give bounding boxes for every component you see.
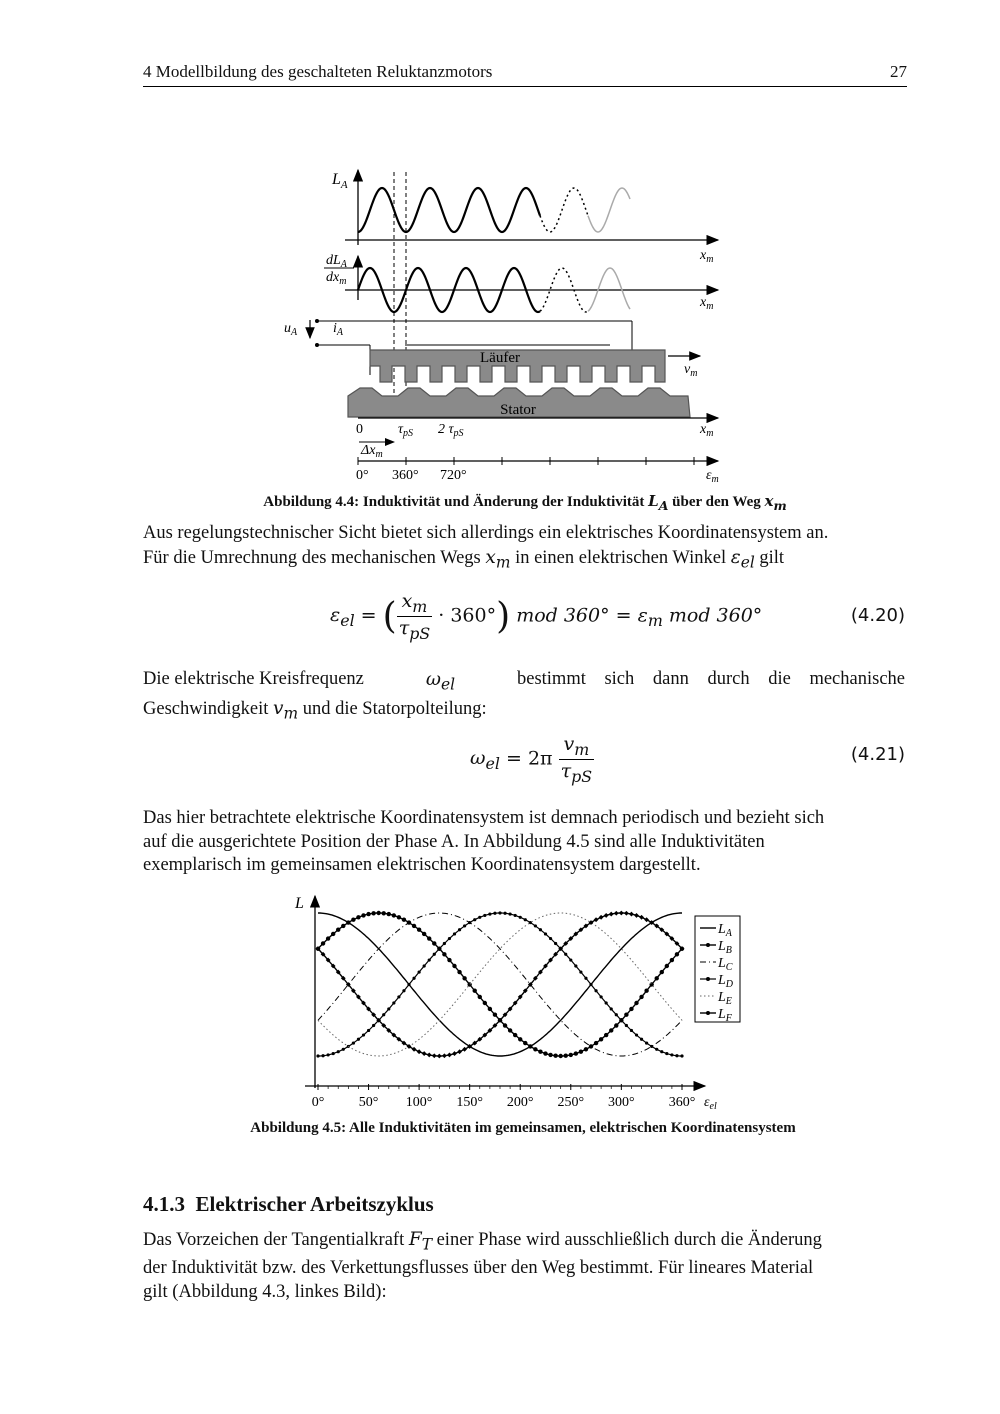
data-point-l-d	[468, 921, 471, 924]
svg-text:τpS: $\tau_{pS}$	[398, 422, 414, 439]
data-point-l-d	[645, 1041, 648, 1044]
data-point-l-b	[584, 1047, 588, 1051]
paragraph-4: Das Vorzeichen der Tangentialkraft $F_T$ einer Phase wird ausschließlich durch die Änderung der Induktivität bzw. des Verkettungsflusses über den Weg bestimmt. Für lineares Material gilt (Abbildung 4.3, linkes Bild):	[143, 1229, 822, 1302]
svg-text:uA: $u_A$	[284, 321, 298, 338]
data-point-l-d	[332, 1052, 335, 1055]
series-line-l-a	[318, 913, 682, 1056]
data-point-l-b	[634, 1001, 638, 1005]
x-tick-label: 250°	[557, 1095, 585, 1110]
data-point-l-d	[655, 1048, 658, 1051]
data-point-l-d	[640, 1038, 643, 1041]
data-point-l-f	[457, 1049, 462, 1054]
data-point-l-b	[356, 915, 360, 919]
data-point-l-d	[392, 1001, 395, 1004]
data-point-l-b	[382, 911, 386, 915]
data-point-l-d	[503, 912, 506, 915]
legend-label: $L_C$	[718, 956, 733, 973]
svg-text:720°: 720°	[440, 468, 467, 483]
data-point-l-b	[493, 1013, 497, 1017]
data-point-l-b	[538, 1049, 542, 1053]
data-point-l-d	[539, 928, 542, 931]
data-point-l-d	[625, 1024, 628, 1027]
data-point-l-d	[670, 1053, 673, 1056]
data-point-l-d	[448, 937, 451, 940]
data-point-l-b	[528, 1044, 532, 1048]
data-point-l-d	[327, 1053, 330, 1056]
data-point-l-b	[675, 952, 679, 956]
figure-4-4-caption: Abbildung 4.4: Induktivität und Änderung der Induktivität $L_A$ über den Weg $x_m$	[263, 492, 787, 513]
data-point-l-b	[427, 936, 431, 940]
data-point-l-b	[473, 989, 477, 993]
data-point-l-d	[564, 953, 567, 956]
x-tick-label: 50°	[358, 1095, 379, 1110]
data-point-l-b	[351, 917, 355, 921]
data-point-l-d	[579, 970, 582, 973]
series-line-l-f	[318, 913, 682, 1056]
data-point-l-d	[509, 912, 512, 915]
data-point-l-f	[432, 1053, 437, 1058]
data-point-l-d	[554, 942, 557, 945]
data-point-l-b	[387, 912, 391, 916]
equation-4-21: $\omega_{el} = 2\pi$ $\frac{v_m}{\tau_{pS}}$	[470, 733, 593, 786]
data-point-l-f	[619, 911, 624, 916]
chapter-title: 4 Modellbildung des geschalteten Reluktanzmotors	[143, 62, 493, 81]
svg-text:0: 0	[356, 422, 363, 437]
legend-label: $L_A$	[718, 922, 732, 939]
data-point-l-d	[463, 924, 466, 927]
data-point-l-b	[467, 982, 471, 986]
data-point-l-b	[326, 936, 330, 940]
series-line-l-b	[318, 913, 682, 1056]
data-point-l-b	[609, 1028, 613, 1032]
figure-4-4	[270, 160, 740, 490]
data-point-l-d	[549, 937, 552, 940]
data-point-l-d	[589, 983, 592, 986]
data-point-l-b	[361, 913, 365, 917]
data-point-l-b	[614, 1023, 618, 1027]
svg-text:Δxm: $\Delta x_m$	[361, 443, 383, 460]
data-point-l-d	[433, 953, 436, 956]
data-point-l-f	[634, 913, 639, 918]
data-point-l-d	[620, 1019, 623, 1022]
data-point-l-d	[584, 977, 587, 980]
data-point-l-d	[493, 912, 496, 915]
svg-text:vm: $v_m$	[684, 362, 698, 379]
data-point-l-b	[599, 1037, 603, 1041]
data-point-l-b	[452, 964, 456, 968]
data-point-l-d	[367, 1029, 370, 1032]
data-point-l-b	[402, 917, 406, 921]
data-point-l-f	[599, 915, 604, 920]
svg-text:dxm: $dx_m$	[326, 270, 347, 287]
data-point-l-b	[412, 924, 416, 928]
data-point-l-d	[478, 916, 481, 919]
data-point-l-d	[357, 1038, 360, 1041]
data-point-l-d	[473, 918, 476, 921]
svg-text:xm: $x_m$	[700, 295, 714, 312]
data-point-l-b	[371, 911, 375, 915]
equation-number-4-21: (4.21)	[850, 744, 905, 765]
svg-text:εm: $\varepsilon_m$	[706, 468, 719, 485]
data-point-l-b	[457, 970, 461, 974]
data-point-l-d	[544, 932, 547, 935]
data-point-l-b	[604, 1033, 608, 1037]
data-point-l-d	[428, 958, 431, 961]
data-point-l-d	[438, 947, 441, 950]
data-point-l-b	[508, 1028, 512, 1032]
data-point-l-d	[402, 989, 405, 992]
data-point-l-d	[650, 1045, 653, 1048]
data-point-l-b	[376, 911, 380, 915]
svg-text:xm: $x_m$	[700, 248, 714, 265]
la-wave	[358, 188, 540, 232]
data-point-l-f	[427, 1053, 432, 1058]
data-point-l-d	[498, 911, 501, 914]
paragraph-2: Die elektrische Kreisfrequenz $\omega_{el}$ bestimmt sich dann durch die mechanische Geschwindigkeit $v_m$ und die Statorpolteilung:	[143, 669, 905, 723]
data-point-l-b	[513, 1033, 517, 1037]
data-point-l-d	[362, 1033, 365, 1036]
data-point-l-d	[423, 964, 426, 967]
data-point-l-b	[336, 928, 340, 932]
legend-marker	[706, 943, 710, 947]
data-point-l-b	[346, 920, 350, 924]
data-point-l-b	[442, 952, 446, 956]
data-point-l-d	[352, 1041, 355, 1044]
data-point-l-b	[422, 932, 426, 936]
data-point-l-d	[453, 932, 456, 935]
data-point-l-f	[629, 912, 634, 917]
legend-marker	[706, 1011, 710, 1015]
legend-label: $L_F$	[718, 1007, 732, 1024]
data-point-l-b	[564, 1054, 568, 1058]
data-point-l-d	[418, 970, 421, 973]
data-point-l-b	[488, 1007, 492, 1011]
svg-text:dLA: $dL_A$	[326, 253, 347, 270]
data-point-l-b	[447, 958, 451, 962]
data-point-l-d	[514, 914, 517, 917]
data-point-l-b	[392, 913, 396, 917]
svg-text:iA: $i_A$	[333, 321, 343, 338]
data-point-l-d	[337, 1050, 340, 1053]
data-point-l-d	[675, 1054, 678, 1057]
data-point-l-f	[417, 1049, 422, 1054]
data-point-l-b	[579, 1049, 583, 1053]
data-point-l-f	[604, 913, 609, 918]
data-point-l-f	[437, 1054, 442, 1059]
data-point-l-d	[483, 914, 486, 917]
series-line-l-c	[318, 913, 682, 1056]
data-point-l-b	[518, 1037, 522, 1041]
svg-text:360°: 360°	[392, 468, 419, 483]
legend-label: $L_B$	[718, 939, 732, 956]
data-point-l-b	[543, 1051, 547, 1055]
data-point-l-d	[412, 977, 415, 980]
data-point-l-f	[452, 1051, 457, 1056]
paragraph-3: Das hier betrachtete elektrische Koordinatensystem ist demnach periodisch und bezieht sich auf die ausgerichtete Position der Phase A. In Abbildung 4.5 sind alle Induktivitäten exemplarisch im gemeinsamen elektrischen Koordinatensystem dargestellt.	[143, 808, 825, 875]
data-point-l-d	[660, 1050, 663, 1053]
data-point-l-d	[594, 989, 597, 992]
series-line-l-d	[318, 913, 682, 1056]
series-line-l-e	[318, 913, 682, 1056]
data-point-l-b	[533, 1047, 537, 1051]
data-point-l-f	[614, 911, 619, 916]
data-point-l-d	[630, 1029, 633, 1032]
data-point-l-d	[488, 912, 491, 915]
data-point-l-f	[447, 1053, 452, 1058]
data-point-l-d	[524, 918, 527, 921]
data-point-l-d	[615, 1013, 618, 1016]
data-point-l-d	[605, 1001, 608, 1004]
page-header	[143, 62, 907, 87]
data-point-l-b	[321, 941, 325, 945]
data-point-l-b	[548, 1053, 552, 1057]
legend-marker	[706, 977, 710, 981]
figure-4-5-caption: Abbildung 4.5: Alle Induktivitäten im gemeinsamen, elektrischen Koordinatensystem	[250, 1120, 796, 1136]
x-tick-label: 360°	[668, 1095, 696, 1110]
data-point-l-f	[624, 911, 629, 916]
data-point-l-d	[534, 924, 537, 927]
fig45-ylabel: L	[295, 895, 304, 912]
data-point-l-f	[639, 915, 644, 920]
data-point-l-d	[600, 995, 603, 998]
data-point-l-f	[422, 1051, 427, 1056]
data-point-l-d	[665, 1052, 668, 1055]
svg-text:xm: $x_m$	[700, 422, 714, 439]
data-point-l-b	[594, 1041, 598, 1045]
x-tick-label: 200°	[506, 1095, 534, 1110]
data-point-l-d	[519, 916, 522, 919]
data-point-l-d	[610, 1007, 613, 1010]
data-point-l-f	[609, 912, 614, 917]
data-point-l-f	[442, 1053, 447, 1058]
data-point-l-b	[523, 1041, 527, 1045]
data-point-l-b	[553, 1054, 557, 1058]
la-wave-grey	[588, 188, 630, 232]
data-point-l-d	[458, 928, 461, 931]
data-point-l-b	[417, 928, 421, 932]
data-point-l-b	[366, 912, 370, 916]
data-point-l-d	[387, 1007, 390, 1010]
stator-label: Stator	[500, 402, 536, 418]
data-point-l-d	[635, 1033, 638, 1036]
section-heading: 4.1.3 Elektrischer Arbeitszyklus	[143, 1192, 434, 1216]
data-point-l-b	[478, 995, 482, 999]
data-point-l-d	[372, 1024, 375, 1027]
data-point-l-d	[382, 1013, 385, 1016]
paragraph-1: Aus regelungstechnischer Sicht bietet sich allerdings ein elektrisches Koordinatensystem an. Für die Umrechnung des mechanischen Wegs $x_m$ in einen elektrischen Winkel $\varepsilon_{el}$ gilt	[143, 523, 829, 572]
x-tick-label: 300°	[608, 1095, 635, 1110]
data-point-l-d	[443, 942, 446, 945]
data-point-l-b	[660, 970, 664, 974]
data-point-l-b	[589, 1044, 593, 1048]
data-point-l-b	[397, 915, 401, 919]
data-point-l-b	[331, 932, 335, 936]
figure-4-5-chart	[290, 888, 750, 1118]
svg-text:2 τpS: 2 $\tau_{pS}$	[438, 422, 464, 439]
data-point-l-b	[629, 1007, 633, 1011]
equation-number-4-20: (4.20)	[850, 605, 905, 626]
data-point-l-b	[569, 1053, 573, 1057]
laeufer-label: Läufer	[480, 350, 520, 366]
data-point-l-b	[558, 1054, 562, 1058]
svg-text:0°: 0°	[356, 468, 369, 483]
data-point-l-d	[407, 983, 410, 986]
la-label: $L_A$	[332, 171, 348, 191]
data-point-l-d	[321, 1054, 324, 1057]
data-point-l-d	[574, 964, 577, 967]
data-point-l-b	[639, 995, 643, 999]
data-point-l-b	[462, 976, 466, 980]
data-point-l-d	[569, 958, 572, 961]
data-point-l-b	[432, 941, 436, 945]
legend-label: $L_E$	[718, 990, 732, 1007]
data-point-l-b	[665, 964, 669, 968]
data-point-l-b	[483, 1001, 487, 1005]
x-tick-label: 150°	[456, 1095, 483, 1110]
data-point-l-b	[341, 924, 345, 928]
data-point-l-d	[680, 1054, 683, 1057]
equation-4-20: $\varepsilon_{el}$ = ( $\frac{x_m}{\tau_{pS}}$ · 360°) mod $360^\circ = \varepsilon_m$ mod 360°	[330, 590, 763, 643]
x-tick-label: 0°	[311, 1095, 325, 1110]
data-point-l-b	[655, 976, 659, 980]
x-tick-label: 100°	[405, 1095, 433, 1110]
data-point-l-b	[670, 958, 674, 962]
data-point-l-b	[624, 1013, 628, 1017]
data-point-l-d	[316, 1054, 319, 1057]
data-point-l-d	[397, 995, 400, 998]
la-wave-dotted	[540, 188, 588, 232]
data-point-l-b	[503, 1023, 507, 1027]
svg-text:εel: $\varepsilon_{el}$	[704, 1095, 717, 1112]
data-point-l-d	[342, 1048, 345, 1051]
data-point-l-b	[574, 1051, 578, 1055]
page-number: 27	[890, 62, 907, 81]
data-point-l-b	[644, 989, 648, 993]
legend-label: $L_D$	[718, 973, 734, 990]
